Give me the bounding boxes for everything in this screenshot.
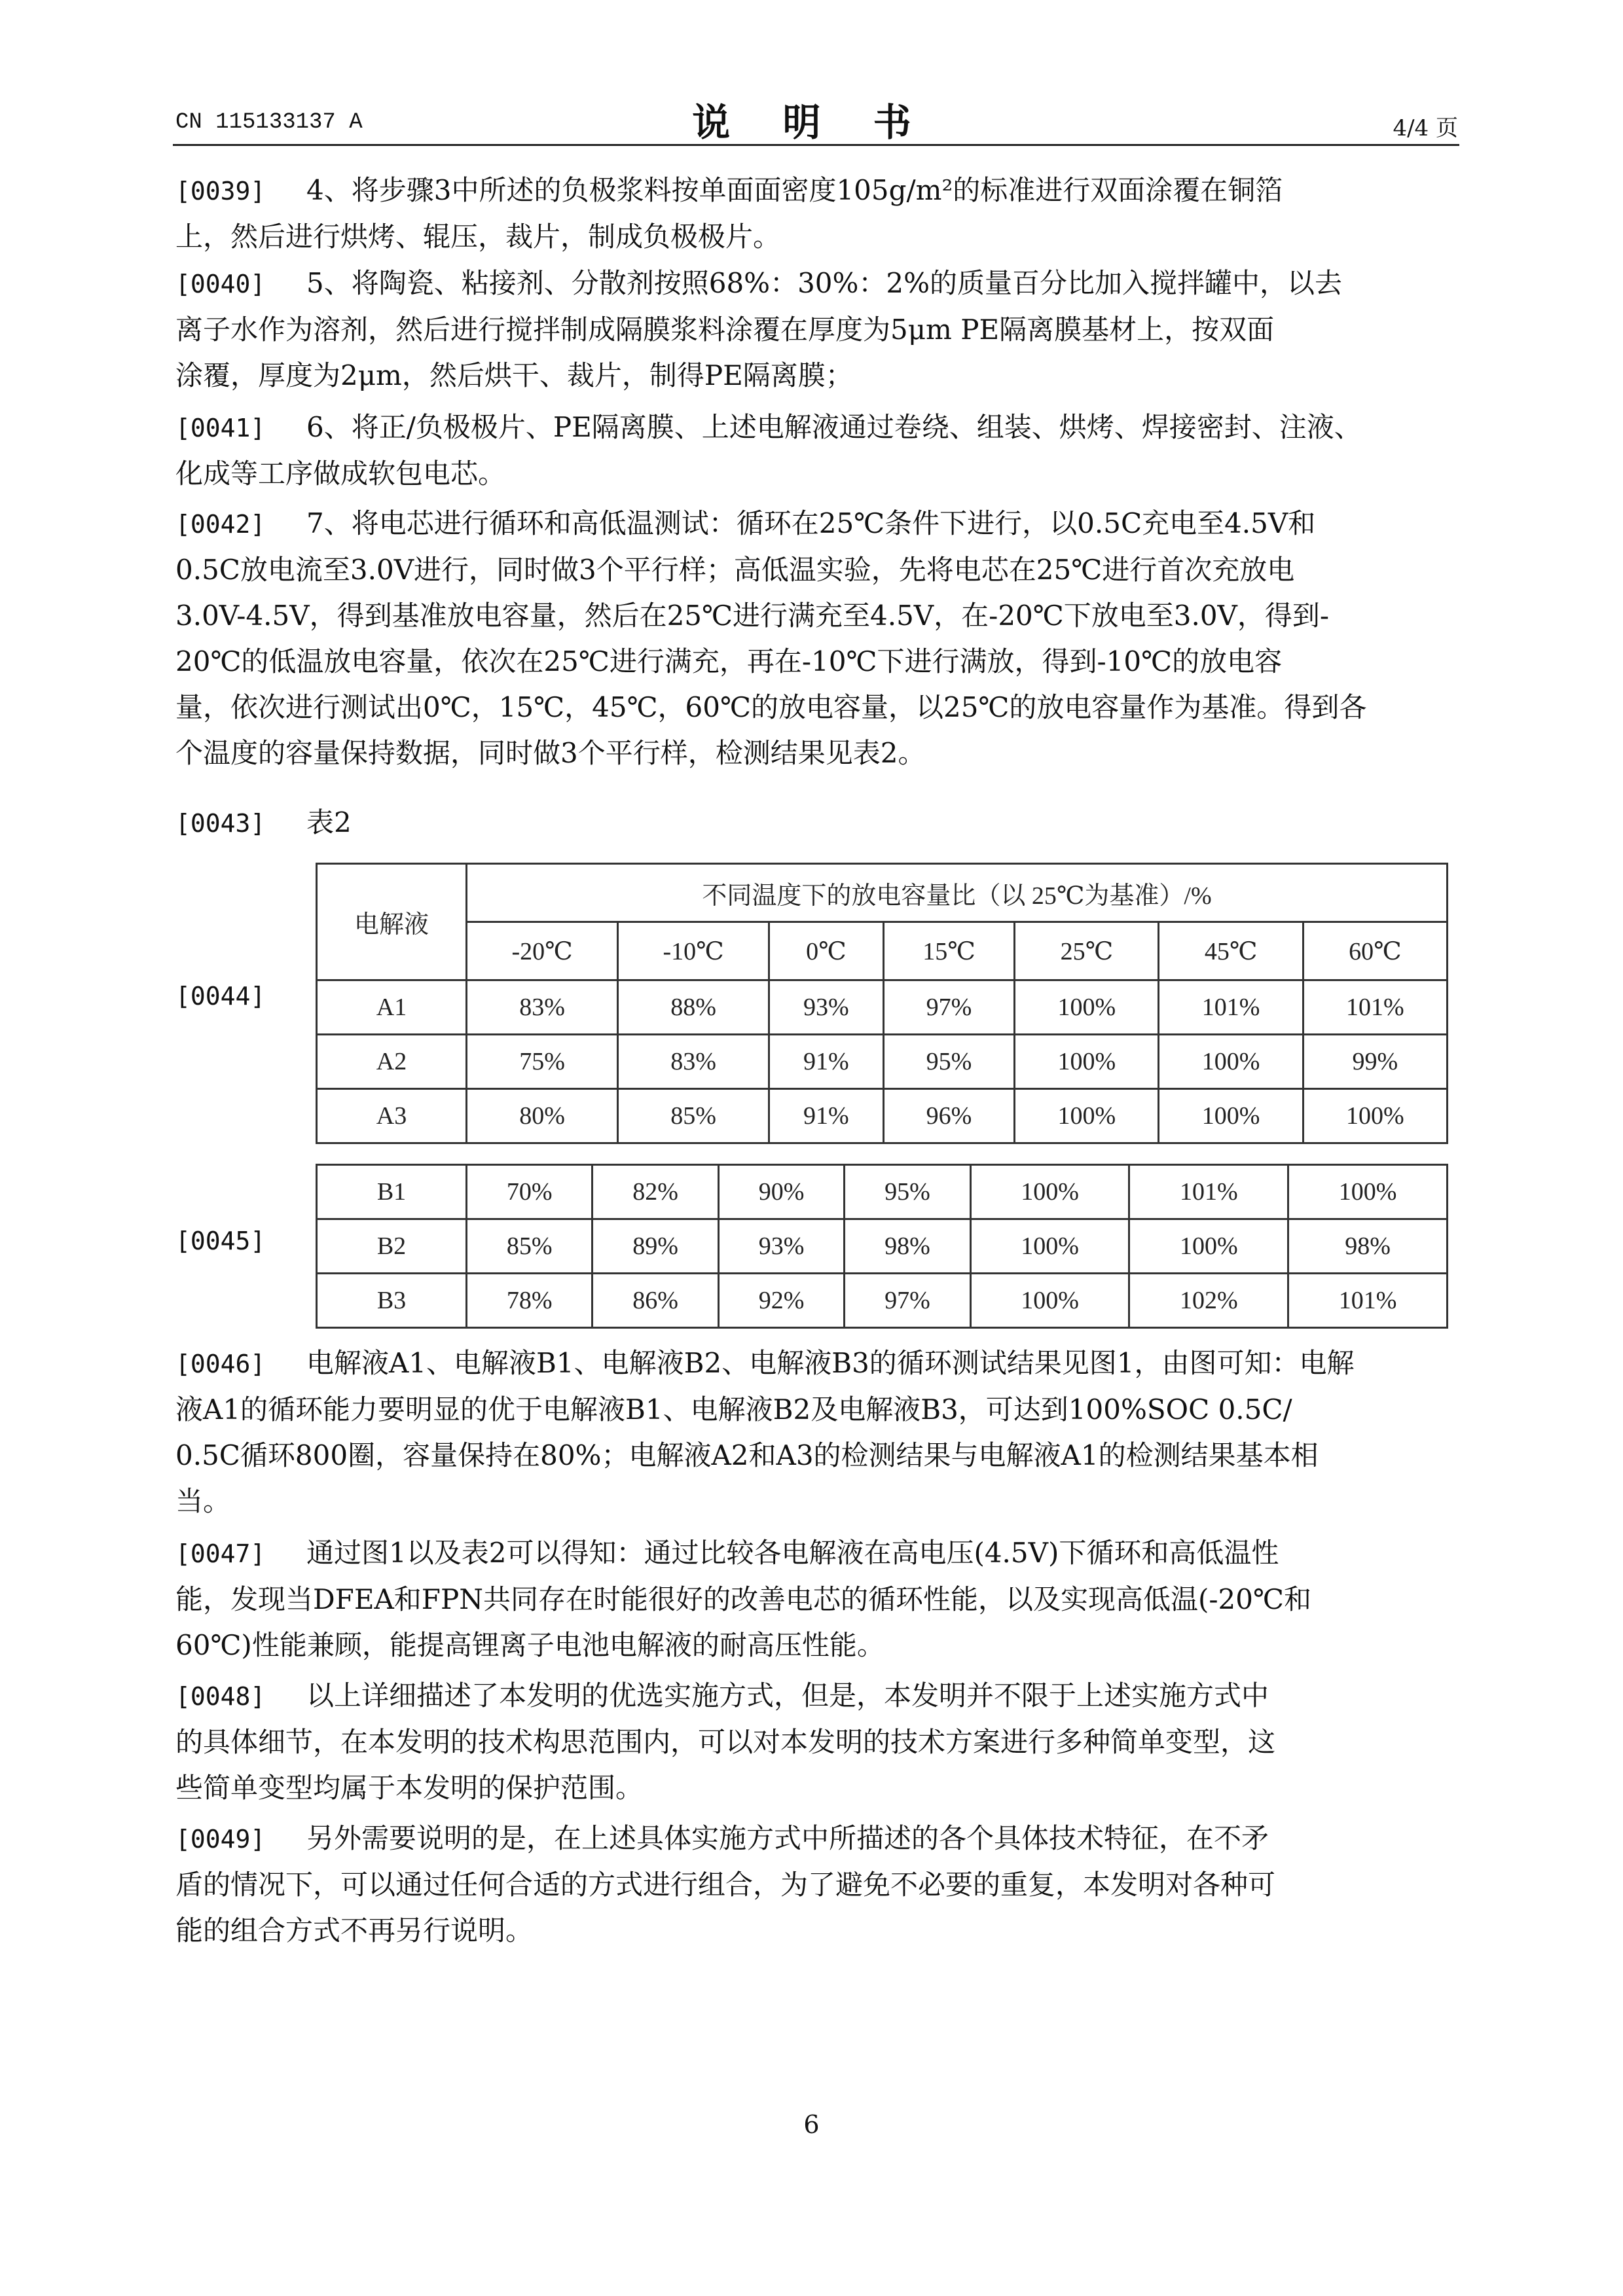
paragraph-number: [0045]	[175, 1227, 266, 1255]
table-cell: 100%	[1015, 1089, 1159, 1143]
page-number: 6	[803, 2110, 820, 2139]
paragraph-number: [0048]	[175, 1682, 266, 1711]
paragraph-0039	[175, 168, 1459, 260]
table-cell: 96%	[883, 1089, 1015, 1143]
paragraph-line: 20℃的低温放电容量，依次在25℃进行满充，再在-10℃下进行满放，得到-10℃的放电容	[175, 645, 1283, 677]
table-cell: 101%	[1129, 1165, 1288, 1219]
table-cell: 83%	[467, 980, 618, 1035]
table-row	[317, 1165, 1448, 1219]
table-cell: 98%	[1288, 1219, 1448, 1274]
table-cell: 91%	[769, 1035, 884, 1089]
paragraph-line: 量，依次进行测试出0℃，15℃，45℃，60℃的放电容量，以25℃的放电容量作为基准。得到各	[175, 691, 1367, 723]
table-cell: 88%	[618, 980, 769, 1035]
table-cell: 78%	[467, 1274, 593, 1328]
table-cell: 100%	[970, 1219, 1129, 1274]
page-indicator: 4/4 页	[1393, 115, 1458, 141]
paragraph-line: 个温度的容量保持数据，同时做3个平行样，检测结果见表2。	[175, 737, 926, 769]
paragraph-0043	[175, 800, 1459, 846]
table-cell: 93%	[718, 1219, 844, 1274]
row-label: B1	[317, 1165, 467, 1219]
header-rule	[173, 144, 1459, 146]
paragraph-line: 6、将正/负极极片、PE隔离膜、上述电解液通过卷绕、组装、烘烤、焊接密封、注液、	[306, 411, 1362, 443]
table-cell: 97%	[845, 1274, 970, 1328]
row-label: B3	[317, 1274, 467, 1328]
paragraph-line: 另外需要说明的是，在上述具体实施方式中所描述的各个具体技术特征，在不矛	[306, 1822, 1269, 1854]
table-header-temp: 45℃	[1159, 922, 1303, 980]
paragraph-line: 的具体细节，在本发明的技术构思范围内，可以对本发明的技术方案进行多种简单变型，这	[175, 1726, 1276, 1758]
table-cell: 97%	[883, 980, 1015, 1035]
table-cell: 100%	[970, 1165, 1129, 1219]
paragraph-number: [0040]	[175, 270, 266, 298]
paragraph-line: 0.5C放电流至3.0V进行，同时做3个平行样；高低温实验，先将电芯在25℃进行首次充放电	[175, 554, 1295, 586]
table-cell: 100%	[1288, 1165, 1448, 1219]
table-header-temp: 25℃	[1015, 922, 1159, 980]
paragraph-number: [0047]	[175, 1539, 266, 1568]
paragraph-line: 能，发现当DFEA和FPN共同存在时能很好的改善电芯的循环性能，以及实现高低温(-20℃和	[175, 1583, 1311, 1615]
table-cell: 91%	[769, 1089, 884, 1143]
table-header-temp: 60℃	[1303, 922, 1447, 980]
table-cell: 100%	[970, 1274, 1129, 1328]
table-cell: 100%	[1303, 1089, 1447, 1143]
table-cell: 102%	[1129, 1274, 1288, 1328]
row-label: A2	[317, 1035, 467, 1089]
paragraph-line: 4、将步骤3中所述的负极浆料按单面面密度105g/m²的标准进行双面涂覆在铜箔	[306, 174, 1283, 206]
table-header-temp: -20℃	[467, 922, 618, 980]
table-cell: 89%	[593, 1219, 718, 1274]
capacity-table-b	[316, 1164, 1448, 1329]
paragraph-line: 60℃)性能兼顾，能提高锂离子电池电解液的耐高压性能。	[175, 1629, 884, 1661]
table-cell: 82%	[593, 1165, 718, 1219]
table-cell: 100%	[1159, 1035, 1303, 1089]
table-cell: 80%	[467, 1089, 618, 1143]
table-cell: 83%	[618, 1035, 769, 1089]
table-header-electrolyte: 电解液	[317, 864, 467, 980]
row-label: A1	[317, 980, 467, 1035]
table-group-header: 不同温度下的放电容量比（以 25℃为基准）/%	[467, 864, 1448, 922]
table-row	[317, 1274, 1448, 1328]
paragraph-line: 7、将电芯进行循环和高低温测试：循环在25℃条件下进行，以0.5C充电至4.5V和	[306, 507, 1316, 539]
table-cell: 86%	[593, 1274, 718, 1328]
paragraph-line: 涂覆，厚度为2μm，然后烘干、裁片，制得PE隔离膜；	[175, 359, 853, 391]
table-cell: 98%	[845, 1219, 970, 1274]
table-cell: 90%	[718, 1165, 844, 1219]
paragraph-0042	[175, 501, 1459, 776]
table-cell: 85%	[467, 1219, 593, 1274]
paragraph-0040	[175, 260, 1459, 399]
paragraph-number: [0046]	[175, 1350, 266, 1378]
table-header-temp: 0℃	[769, 922, 884, 980]
table-row	[317, 1035, 1448, 1089]
table-cell: 99%	[1303, 1035, 1447, 1089]
table-cell: 95%	[845, 1165, 970, 1219]
row-label: B2	[317, 1219, 467, 1274]
paragraph-number: [0041]	[175, 414, 266, 442]
table-cell: 100%	[1129, 1219, 1288, 1274]
paragraph-number: [0044]	[175, 982, 266, 1011]
paragraph-number: [0043]	[175, 809, 266, 838]
row-label: A3	[317, 1089, 467, 1143]
table-cell: 95%	[883, 1035, 1015, 1089]
table-cell: 101%	[1159, 980, 1303, 1035]
paragraph-line: 3.0V-4.5V，得到基准放电容量，然后在25℃进行满充至4.5V，在-20℃下放电至3.0V，得到-	[175, 600, 1330, 632]
table-cell: 100%	[1015, 1035, 1159, 1089]
paragraph-line: 些简单变型均属于本发明的保护范围。	[175, 1772, 644, 1804]
paragraph-line: 5、将陶瓷、粘接剂、分散剂按照68%：30%：2%的质量百分比加入搅拌罐中，以去	[306, 267, 1343, 299]
document-number: CN 115133137 A	[175, 110, 363, 135]
paragraph-line: 液A1的循环能力要明显的优于电解液B1、电解液B2及电解液B3，可达到100%SOC 0.5C/	[175, 1393, 1292, 1426]
table-row	[317, 1089, 1448, 1143]
table-cell: 85%	[618, 1089, 769, 1143]
table-caption: 表2	[306, 806, 352, 838]
paragraph-line: 通过图1以及表2可以得知：通过比较各电解液在高电压(4.5V)下循环和高低温性	[306, 1537, 1279, 1569]
table-cell: 100%	[1015, 980, 1159, 1035]
table-header-temp: -10℃	[618, 922, 769, 980]
paragraph-0046	[175, 1340, 1459, 1524]
paragraph-0047	[175, 1530, 1459, 1668]
paragraph-0049	[175, 1816, 1459, 1954]
paragraph-line: 当。	[175, 1485, 231, 1517]
table-cell: 101%	[1303, 980, 1447, 1035]
paragraph-line: 上，然后进行烘烤、辊压，裁片，制成负极极片。	[175, 221, 781, 253]
table-cell: 101%	[1288, 1274, 1448, 1328]
paragraph-line: 离子水作为溶剂，然后进行搅拌制成隔膜浆料涂覆在厚度为5μm PE隔离膜基材上，按双面	[175, 314, 1275, 346]
table-row	[317, 1219, 1448, 1274]
paragraph-0048	[175, 1673, 1459, 1811]
paragraph-number: [0039]	[175, 177, 266, 206]
table-row	[317, 980, 1448, 1035]
paragraph-0041	[175, 404, 1459, 497]
table-cell: 93%	[769, 980, 884, 1035]
table-header-temp: 15℃	[883, 922, 1015, 980]
paragraph-number: [0049]	[175, 1825, 266, 1854]
capacity-table-a	[316, 863, 1448, 1144]
paragraph-line: 以上详细描述了本发明的优选实施方式，但是，本发明并不限于上述实施方式中	[306, 1679, 1269, 1712]
table-cell: 100%	[1159, 1089, 1303, 1143]
paragraph-line: 能的组合方式不再另行说明。	[175, 1914, 534, 1946]
paragraph-number: [0042]	[175, 510, 266, 539]
paragraph-line: 盾的情况下，可以通过任何合适的方式进行组合，为了避免不必要的重复，本发明对各种可	[175, 1869, 1276, 1901]
page-title: 说 明 书	[692, 100, 931, 145]
paragraph-line: 0.5C循环800圈，容量保持在80%；电解液A2和A3的检测结果与电解液A1的检测结果基本相	[175, 1439, 1319, 1471]
table-cell: 92%	[718, 1274, 844, 1328]
table-cell: 75%	[467, 1035, 618, 1089]
paragraph-line: 化成等工序做成软包电芯。	[175, 457, 506, 490]
table-cell: 70%	[467, 1165, 593, 1219]
paragraph-line: 电解液A1、电解液B1、电解液B2、电解液B3的循环测试结果见图1，由图可知：电解	[306, 1347, 1355, 1379]
